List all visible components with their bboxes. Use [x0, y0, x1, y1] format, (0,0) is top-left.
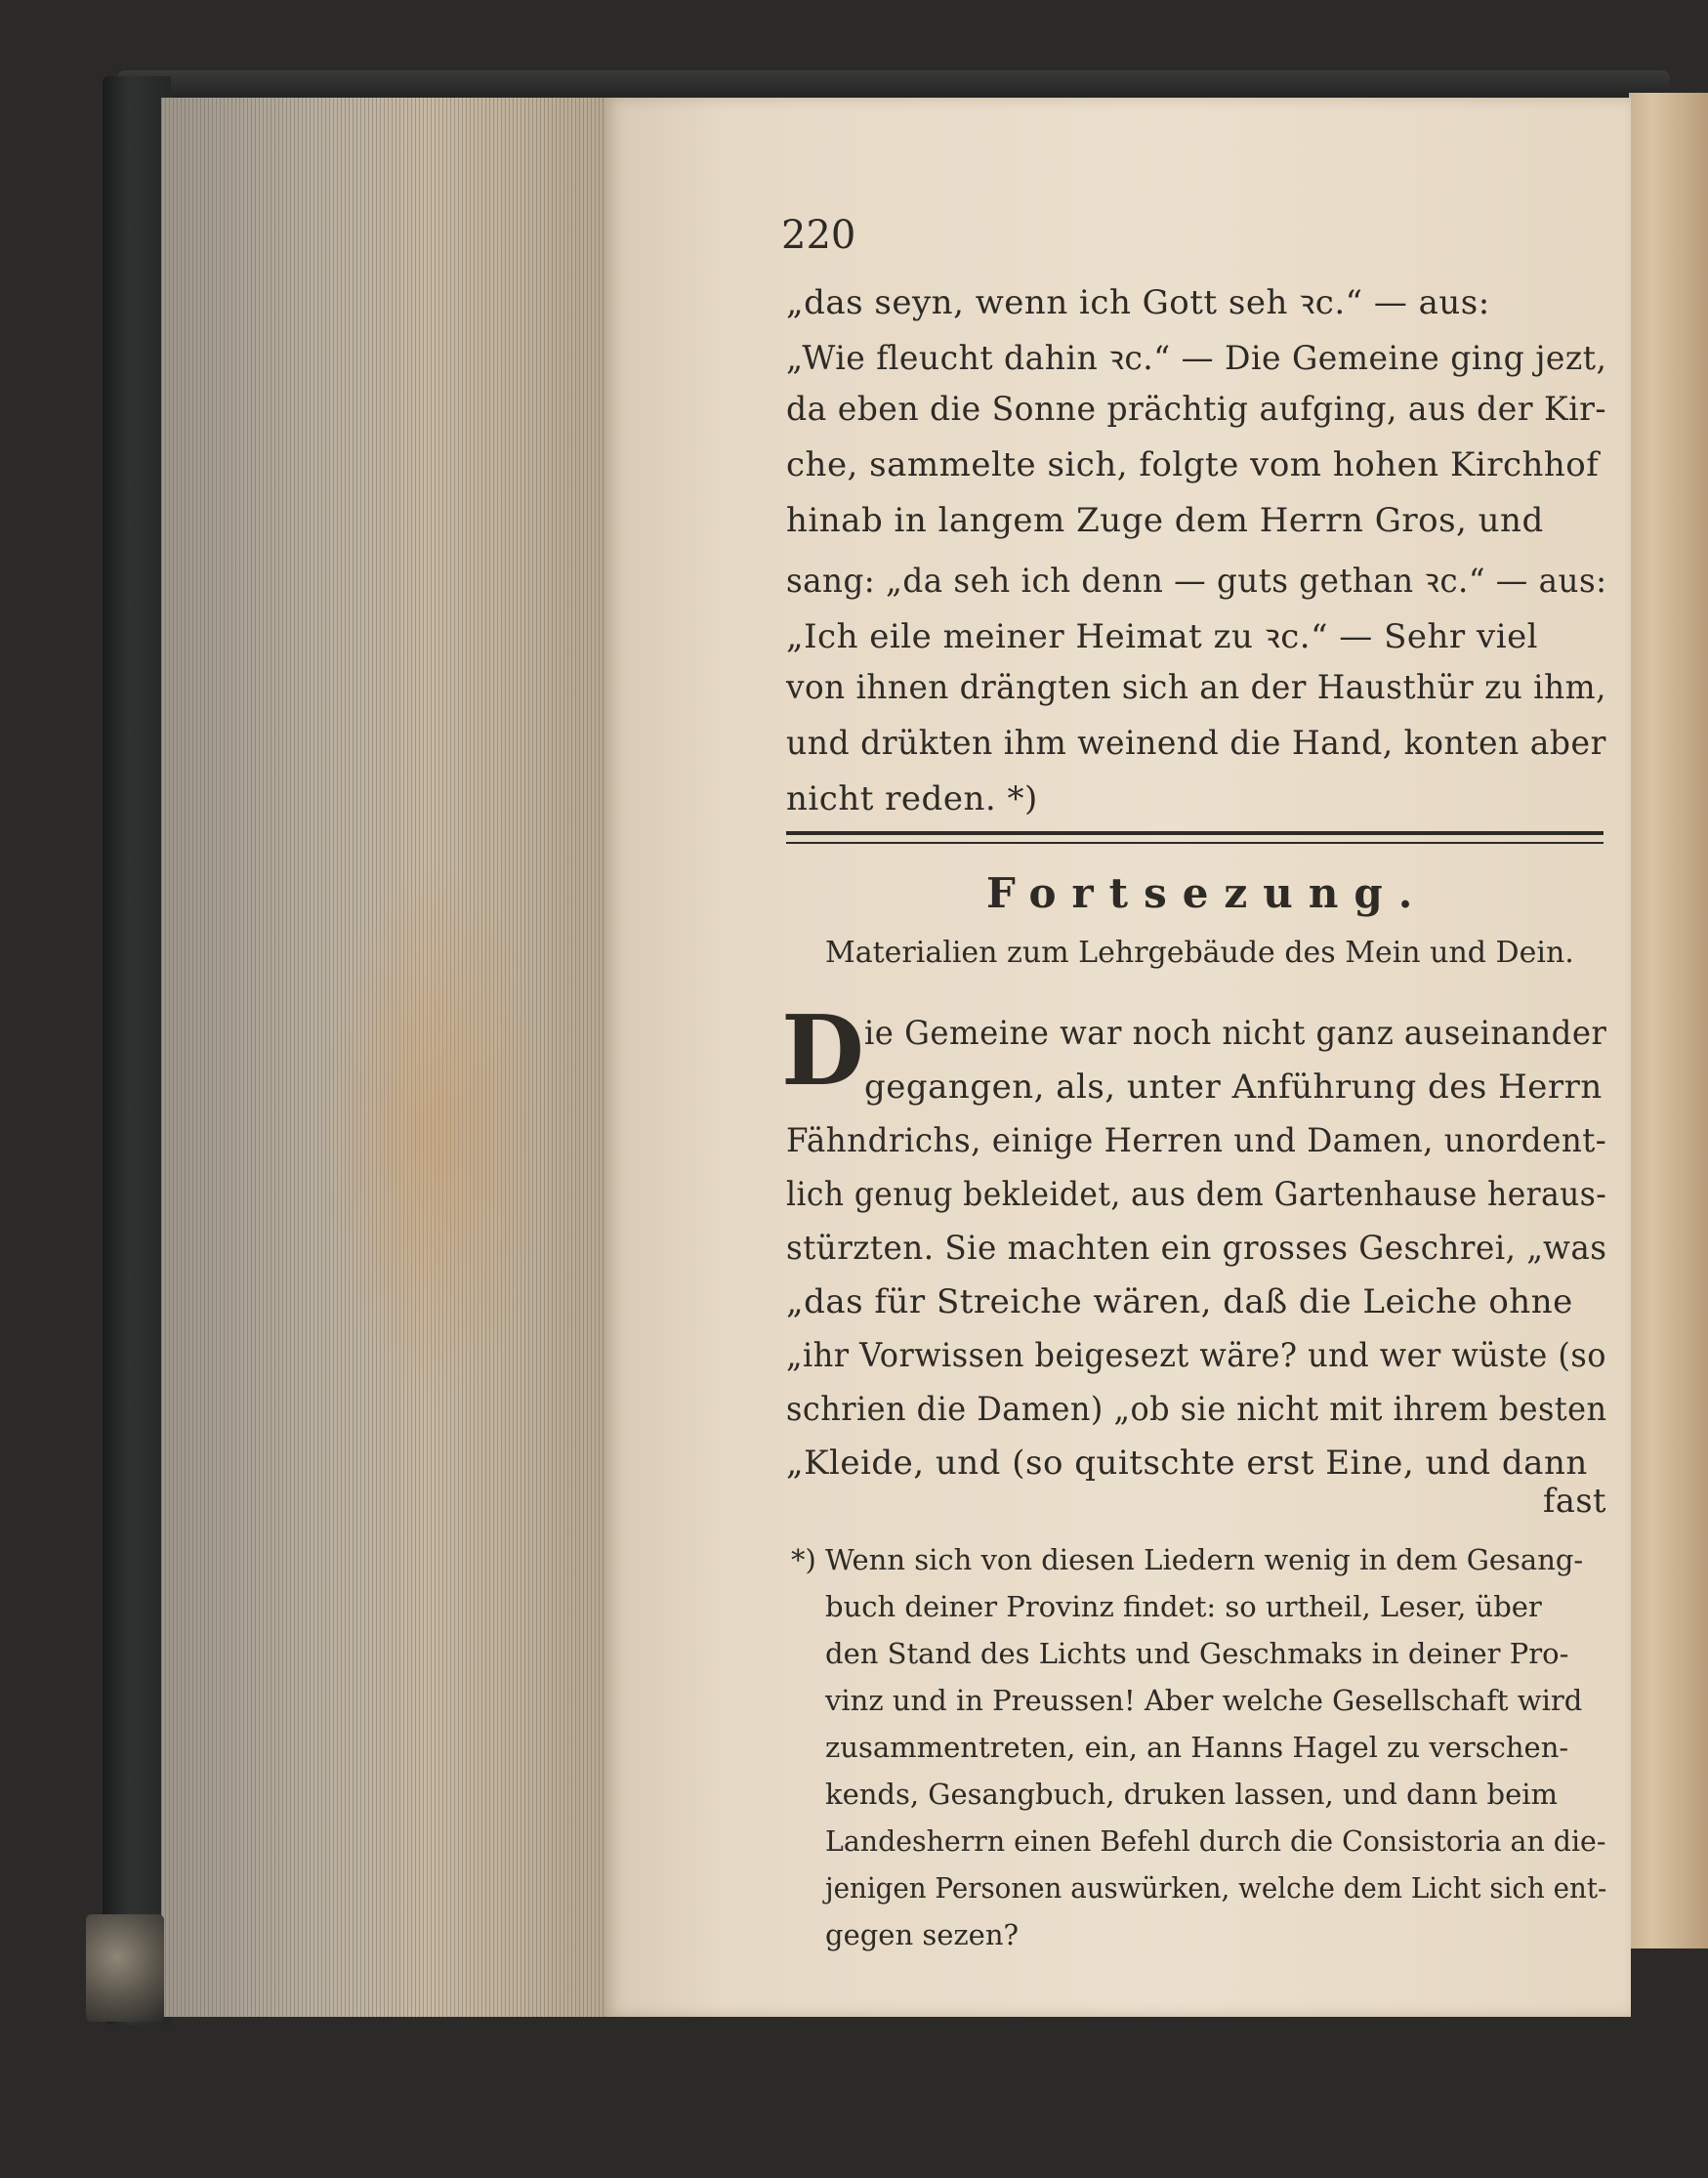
footnote-line: jenigen Personen auswürken, welche dem Licht sich ent-	[825, 1871, 1607, 1905]
text-line: schrien die Damen) „ob sie nicht mit ihrem besten	[786, 1390, 1607, 1429]
text-line: da eben die Sonne prächtig aufging, aus der Kir-	[786, 390, 1607, 429]
text-line: che, sammelte sich, folgte vom hohen Kirchhof	[786, 445, 1600, 484]
footnote-line: kends, Gesangbuch, druken lassen, und dann beim	[825, 1778, 1559, 1811]
footnote-line: zusammentreten, ein, an Hanns Hagel zu verschen-	[825, 1731, 1569, 1764]
text-line: „das für Streiche wären, daß die Leiche ohne	[786, 1282, 1573, 1321]
text-line: von ihnen drängten sich an der Hausthür zu ihm,	[786, 668, 1606, 707]
text-line: lich genug bekleidet, aus dem Gartenhause heraus-	[786, 1175, 1607, 1214]
facing-page-edge	[1629, 93, 1708, 1948]
section-divider-thin	[786, 842, 1604, 844]
text-line: „Wie fleucht dahin ꝛc.“ — Die Gemeine ging jezt,	[786, 339, 1607, 378]
text-line: sang: „da seh ich denn — guts gethan ꝛc.“ — aus:	[786, 562, 1607, 601]
text-line: gegangen, als, unter Anführung des Herrn	[864, 1068, 1603, 1107]
page-edge-stain	[322, 859, 547, 1406]
footnote-line: Landesherrn einen Befehl durch die Consistoria an die-	[825, 1824, 1606, 1858]
text-line: „das seyn, wenn ich Gott seh ꝛc.“ — aus:	[786, 283, 1490, 322]
section-divider-thick	[786, 831, 1604, 835]
footnote-line: gegen sezen?	[825, 1918, 1020, 1951]
footnote-line: *) Wenn sich von diesen Liedern wenig in dem Gesang-	[791, 1543, 1584, 1576]
footnote-line: den Stand des Lichts und Geschmaks in deiner Pro-	[825, 1637, 1569, 1670]
text-line: Fähndrichs, einige Herren und Damen, unordent-	[786, 1121, 1607, 1160]
section-subheading: Materialien zum Lehrgebäude des Mein und Dein.	[825, 936, 1574, 970]
catchword: fast	[1543, 1482, 1606, 1521]
text-line: ie Gemeine war noch nicht ganz auseinander	[864, 1014, 1607, 1053]
footnote-line: buch deiner Provinz findet: so urtheil, Leser, über	[825, 1590, 1542, 1623]
drop-cap: D	[781, 995, 864, 1108]
text-line: „ihr Vorwissen beigesezt wäre? und wer wüste (so	[786, 1336, 1606, 1375]
text-line: nicht reden. *)	[786, 779, 1038, 818]
section-heading: Fortsezung.	[986, 869, 1429, 917]
page-number: 220	[781, 213, 856, 258]
text-line: „Ich eile meiner Heimat zu ꝛc.“ — Sehr viel	[786, 617, 1539, 656]
footnote-line: vinz und in Preussen! Aber welche Gesellschaft wird	[825, 1684, 1583, 1717]
printed-page	[605, 98, 1631, 2017]
text-line: „Kleide, und (so quitschte erst Eine, und dann	[786, 1444, 1588, 1483]
text-line: stürzten. Sie machten ein grosses Geschrei, „was	[786, 1229, 1607, 1268]
text-line: und drükten ihm weinend die Hand, konten aber	[786, 724, 1606, 763]
worn-cover-corner	[86, 1914, 164, 2022]
text-line: hinab in langem Zuge dem Herrn Gros, und	[786, 501, 1544, 540]
